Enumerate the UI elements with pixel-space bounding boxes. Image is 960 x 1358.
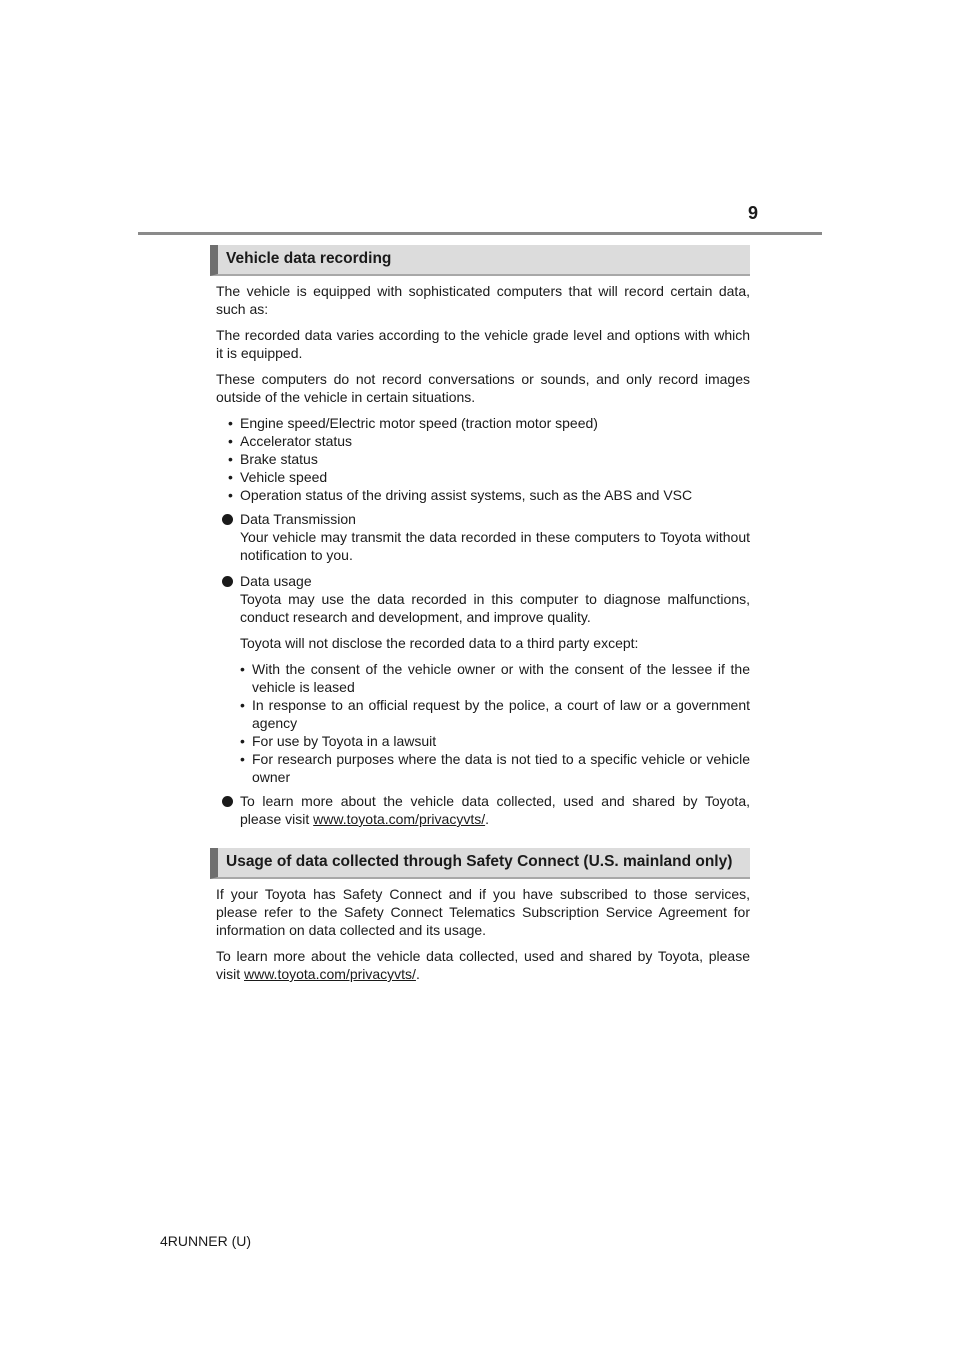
model-footer: 4RUNNER (U) <box>160 1233 251 1249</box>
list-item: • Accelerator status <box>228 432 750 450</box>
list-item: • For research purposes where the data is not tied to a specific vehicle or vehicle owner <box>240 750 750 786</box>
item-text <box>240 792 750 828</box>
list-item: • Operation status of the driving assist systems, such as the ABS and VSC <box>228 486 750 504</box>
list-item: • Brake status <box>228 450 750 468</box>
data-usage-item <box>210 572 750 652</box>
paragraph: These computers do not record conversations or sounds, and only record images outside of the vehicle in certain situations. <box>216 371 750 405</box>
section-title-safety-connect: Usage of data collected through Safety Connect (U.S. mainland only) <box>210 848 750 879</box>
page-content <box>210 245 750 991</box>
item-text: Toyota may use the data recorded in this computer to diagnose malfunctions, conduct research and development, and improve quality. <box>240 591 750 625</box>
list-item: • In response to an official request by the police, a court of law or a government agency <box>240 696 750 732</box>
privacy-link[interactable]: www.toyota.com/privacyvts/ <box>313 811 486 827</box>
header-rule <box>138 232 822 235</box>
data-transmission-item <box>210 510 750 564</box>
item-text-after: . <box>485 811 489 827</box>
disclosure-exceptions-list <box>210 660 750 786</box>
list-item: • With the consent of the vehicle owner or with the consent of the lessee if the vehicle is leased <box>240 660 750 696</box>
item-text: Your vehicle may transmit the data recorded in these computers to Toyota without notification to you. <box>240 529 750 563</box>
list-item: • For use by Toyota in a lawsuit <box>240 732 750 750</box>
paragraph: If your Toyota has Safety Connect and if you have subscribed to those services, please refer to the Safety Connect Telematics Subscription Service Agreement for information on data collected and its usage. <box>216 886 750 938</box>
learn-more-item <box>210 792 750 828</box>
circle-bullet-icon <box>222 514 233 525</box>
recorded-data-list <box>210 414 750 504</box>
circle-bullet-icon <box>222 796 233 807</box>
list-item: • Vehicle speed <box>228 468 750 486</box>
spacer <box>210 836 750 848</box>
item-title: Data Transmission <box>240 511 356 527</box>
item-title: Data usage <box>240 573 312 589</box>
paragraph <box>210 947 750 983</box>
item-subtext: Toyota will not disclose the recorded data to a third party except: <box>240 635 639 651</box>
paragraph: The recorded data varies according to the vehicle grade level and options with which it is equipped. <box>216 327 750 361</box>
list-item: • Engine speed/Electric motor speed (traction motor speed) <box>228 414 750 432</box>
paragraph: The vehicle is equipped with sophisticated computers that will record certain data, such as: <box>216 283 750 317</box>
paragraph-text-after: . <box>415 966 420 982</box>
privacy-link[interactable]: www.toyota.com/privacyvts/ <box>244 966 416 982</box>
page-number: 9 <box>747 203 758 223</box>
paragraph-text-before: To learn more about the vehicle data collected, used and shared by Toyota, please visit <box>216 948 750 982</box>
item-text-before: To learn more about the vehicle data collected, used and shared by Toyota, please visit <box>240 793 750 827</box>
circle-bullet-icon <box>222 576 233 587</box>
section-title-vehicle-data-recording: Vehicle data recording <box>210 245 750 276</box>
